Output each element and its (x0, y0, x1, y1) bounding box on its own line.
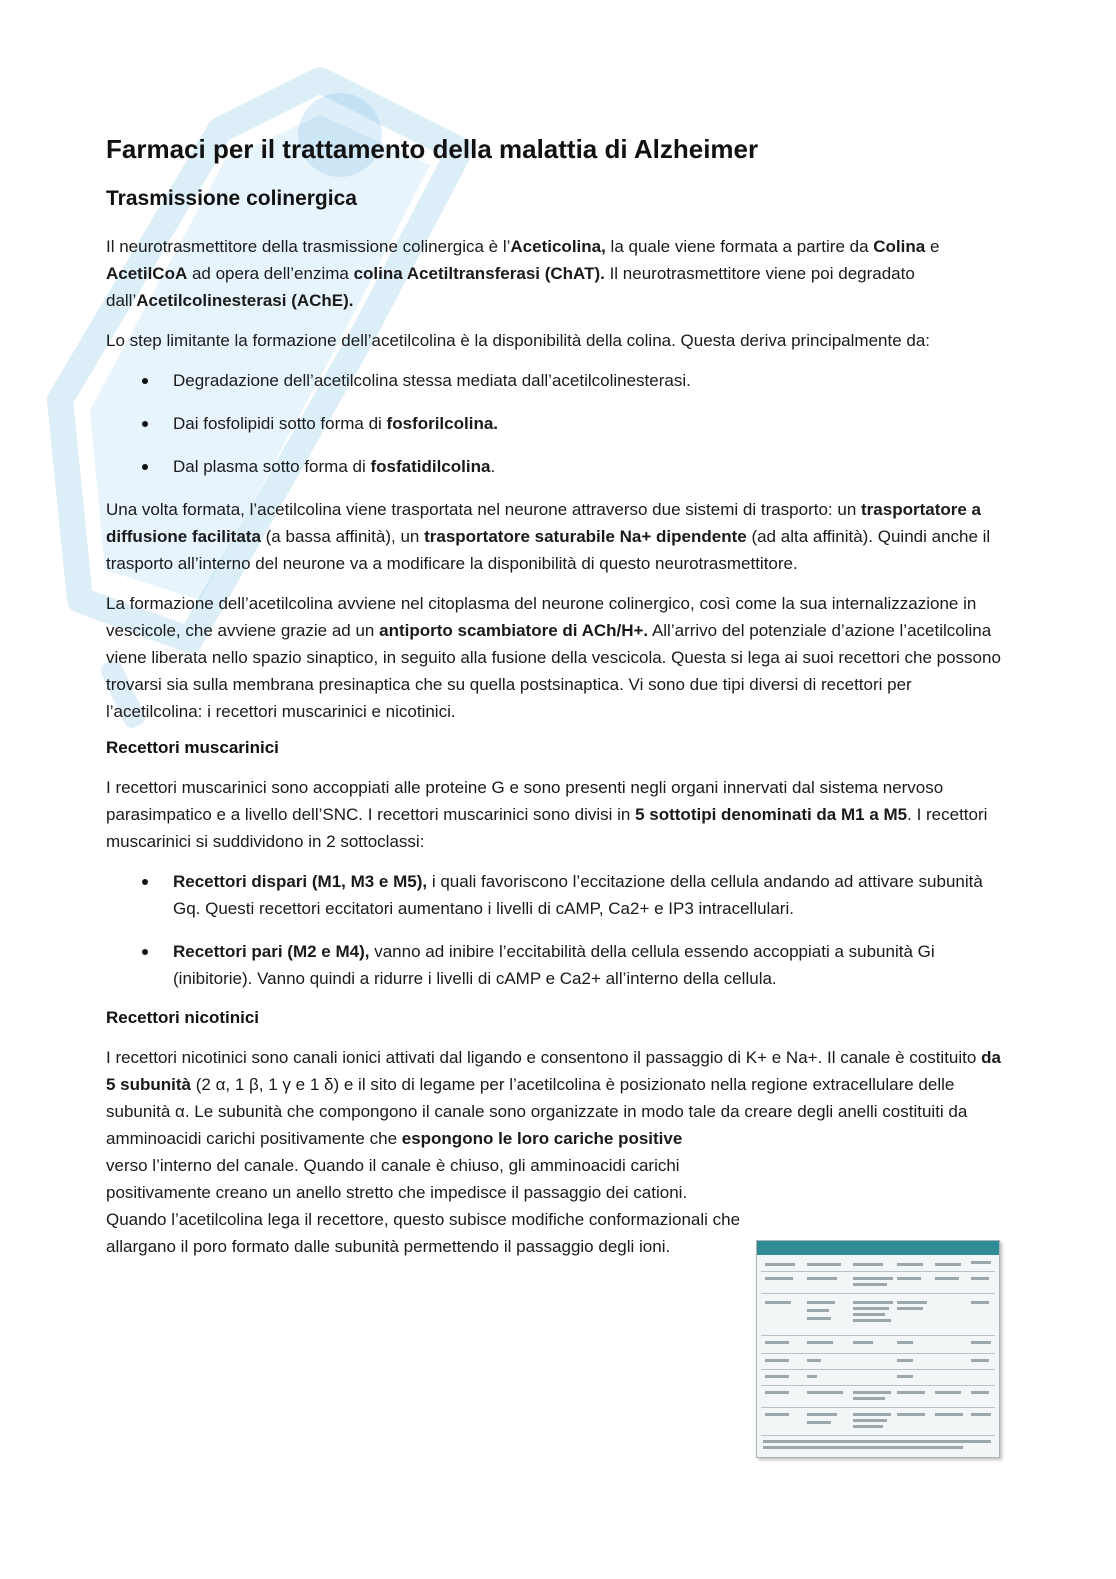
formation-paragraph: La formazione dell’acetilcolina avviene nel citoplasma del neurone colinergico, così come la sua internalizzazione in vescicole, che avviene grazie ad un antiporto scambiatore di ACh/H+. All’arrivo del potenziale d’azione l’acetilcolina viene liberata nello spazio sinaptico, in seguito alla fusione della vescicola. Questa si lega ai suoi recettori che possono trovarsi sia sulla membrana presinaptica che su quella postsinaptica. Vi sono due tipi diversi di recettori per l’acetilcolina: i recettori muscarinici e nicotinici. (106, 594, 1001, 721)
muscarinic-heading: Recettori muscarinici (106, 738, 279, 757)
muscarinic-paragraph: I recettori muscarinici sono accoppiati alle proteine G e sono presenti negli organi innervati dal sistema nervoso parasimpatico e a livello dell’SNC. I recettori muscarinici sono divisi in 5 sottotipi denominati da M1 a M5. I recettori muscarinici si suddividono in 2 sottoclassi: (106, 778, 988, 851)
nicotinic-paragraph-continued: verso l’interno del canale. Quando il canale è chiuso, gli amminoacidi carichi positivamente creano un anello stretto che impedisce il passaggio dei cationi. Quando l’acetilcolina lega il recettore, questo subisce modifiche conformazionali che allargano il poro formato dalle subunità permettendo il passaggio degli ioni. (106, 1156, 741, 1256)
limiting-step-paragraph: Lo step limitante la formazione dell’acetilcolina è la disponibilità della colina. Questa deriva principalmente da: (106, 331, 931, 350)
transport-paragraph: Una volta formata, l’acetilcolina viene trasportata nel neurone attraverso due sistemi di trasporto: un trasportatore a diffusione facilitata (a bassa affinità), un trasportatore saturabile Na+ dipendente (ad alta affinità). Quindi anche il trasporto all’interno del neurone va a modificare la disponibilità di questo neurotrasmettitore. (106, 500, 991, 573)
page-title: Farmaci per il trattamento della malattia di Alzheimer (106, 134, 759, 164)
section-title: Trasmissione colinergica (106, 187, 357, 210)
bullet-icon (142, 378, 148, 384)
nicotinic-heading: Recettori nicotinici (106, 1008, 260, 1027)
nicotinic-paragraph: I recettori nicotinici sono canali ionici attivati dal ligando e consentono il passaggio di K+ e Na+. Il canale è costituito da 5 subunità (2 α, 1 β, 1 γ e 1 δ) e il sito di legame per l’acetilcolina è posizionato nella regione extracellulare delle subunità α. Le subunità che compongono il canale sono organizzate in modo tale da creare degli anelli costituiti da amminoacidi carichi positivamente che espongono le loro cariche positive (106, 1048, 1001, 1148)
bullet-icon (142, 879, 148, 885)
bullet-icon (142, 421, 148, 427)
choline-sources-list (106, 367, 1006, 480)
muscarinic-subclasses-list (106, 868, 1006, 992)
bullet-icon (142, 464, 148, 470)
table-image-header (757, 1241, 999, 1255)
document-page (106, 128, 1006, 1273)
list-item: Dal plasma sotto forma di fosfatidilcolina. (106, 453, 1006, 480)
list-item: Recettori pari (M2 e M4), vanno ad inibire l’eccitabilità della cellula essendo accoppiati a subunità Gi (inibitorie). Vanno quindi a ridurre i livelli di cAMP e Ca2+ all’interno della cellula. (106, 938, 1006, 992)
list-item: Dai fosfolipidi sotto forma di fosforilcolina. (106, 410, 1006, 437)
list-item: Degradazione dell’acetilcolina stessa mediata dall’acetilcolinesterasi. (106, 367, 1006, 394)
bullet-icon (142, 949, 148, 955)
list-item: Recettori dispari (M1, M3 e M5), i quali favoriscono l’eccitazione della cellula andando ad attivare subunità Gq. Questi recettori eccitatori aumentano i livelli di cAMP, Ca2+ e IP3 intracellulari. (106, 868, 1006, 922)
intro-paragraph: Il neurotrasmettitore della trasmissione colinergica è l’Aceticolina, la quale viene formata a partire da Colina e AcetilCoA ad opera dell’enzima colina Acetiltransferasi (ChAT). Il neurotrasmettitore viene poi degradato dall’Acetilcolinesterasi (AChE). (106, 237, 940, 310)
receptor-table-image (756, 1240, 1000, 1458)
